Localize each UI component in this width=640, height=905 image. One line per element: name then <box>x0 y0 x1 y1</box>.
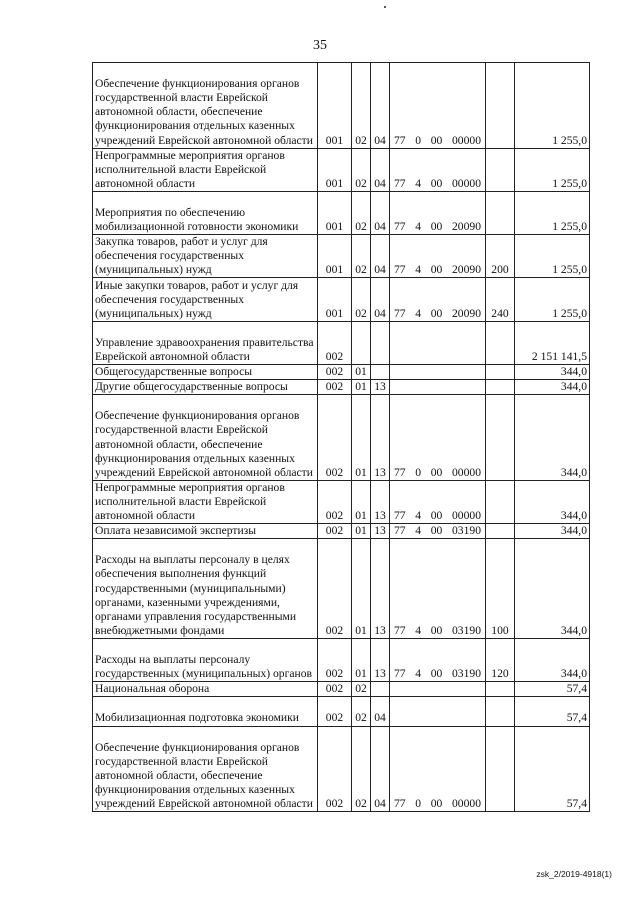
target-article-part: 4 <box>415 306 422 320</box>
target-article-part: 77 <box>394 465 406 479</box>
expense-type-code: 120 <box>486 638 515 681</box>
expense-type-code: 240 <box>486 278 515 321</box>
amount: 344,0 <box>515 395 590 481</box>
subsection-code: 13 <box>371 480 390 523</box>
row-name: Управление здравоохранения правительства Еврейской автономной области <box>93 321 318 364</box>
target-article-parts <box>392 220 483 234</box>
expense-type-code: 100 <box>486 539 515 639</box>
amount: 344,0 <box>515 638 590 681</box>
subsection-code: 04 <box>371 278 390 321</box>
section-code: 02 <box>352 63 371 149</box>
expense-type-code <box>486 480 515 523</box>
section-code: 02 <box>352 682 371 697</box>
expense-type-code <box>486 63 515 149</box>
section-code: 01 <box>352 380 371 395</box>
row-name: Закупка товаров, работ и услуг для обеспечения государственных (муниципальных) нужд <box>93 235 318 278</box>
expense-type-code <box>486 395 515 481</box>
table-row <box>93 524 590 539</box>
row-name: Иные закупки товаров, работ и услуг для обеспечения государственных (муниципальных) нужд <box>93 278 318 321</box>
target-article-part: 77 <box>394 263 406 277</box>
admin-code: 002 <box>318 638 352 681</box>
section-code: 01 <box>352 395 371 481</box>
target-article-part: 00 <box>430 220 443 234</box>
table-row <box>93 235 590 278</box>
target-article-part: 00 <box>430 465 443 479</box>
target-article-code <box>390 682 486 697</box>
expense-type-code <box>486 726 515 812</box>
table-row <box>93 278 590 321</box>
target-article-code <box>390 148 486 191</box>
table-body <box>93 63 590 812</box>
expense-type-code <box>486 524 515 539</box>
subsection-code: 13 <box>371 539 390 639</box>
target-article-part: 03190 <box>452 623 481 637</box>
target-article-part: 4 <box>415 623 422 637</box>
target-article-part: 4 <box>415 263 422 277</box>
target-article-part: 00000 <box>452 797 481 811</box>
row-name: Другие общегосударственные вопросы <box>93 380 318 395</box>
table-row <box>93 726 590 812</box>
target-article-parts <box>392 134 483 148</box>
document-code: zsk_2/2019-4918(1) <box>536 869 612 879</box>
subsection-code <box>371 682 390 697</box>
target-article-part: 00000 <box>452 465 481 479</box>
row-name: Оплата независимой экспертизы <box>93 524 318 539</box>
amount: 1 255,0 <box>515 148 590 191</box>
expense-type-code <box>486 365 515 380</box>
amount: 1 255,0 <box>515 191 590 234</box>
amount: 57,4 <box>515 697 590 726</box>
section-code: 01 <box>352 365 371 380</box>
target-article-part: 77 <box>394 176 406 190</box>
amount: 344,0 <box>515 380 590 395</box>
subsection-code: 13 <box>371 380 390 395</box>
subsection-code: 04 <box>371 148 390 191</box>
target-article-part: 77 <box>394 797 406 811</box>
target-article-code <box>390 191 486 234</box>
subsection-code: 04 <box>371 191 390 234</box>
target-article-parts <box>392 177 483 191</box>
target-article-part: 00 <box>430 797 443 811</box>
expense-type-code <box>486 191 515 234</box>
table-row <box>93 191 590 234</box>
admin-code: 001 <box>318 278 352 321</box>
admin-code: 002 <box>318 697 352 726</box>
target-article-part: 20090 <box>452 220 481 234</box>
subsection-code: 13 <box>371 524 390 539</box>
admin-code: 002 <box>318 321 352 364</box>
section-code: 02 <box>352 148 371 191</box>
table-row <box>93 365 590 380</box>
section-code: 01 <box>352 539 371 639</box>
expense-type-code <box>486 148 515 191</box>
admin-code: 002 <box>318 365 352 380</box>
table-row <box>93 395 590 481</box>
target-article-part: 00 <box>430 176 443 190</box>
target-article-part: 00 <box>430 667 443 681</box>
row-name: Обеспечение функционирования органов государственной власти Еврейской автономной области, обеспечение функционирования отдельных казенных учреждений Еврейской автономной области <box>93 395 318 481</box>
amount: 1 255,0 <box>515 235 590 278</box>
admin-code: 001 <box>318 235 352 278</box>
target-article-part: 00 <box>430 133 443 147</box>
row-name: Расходы на выплаты персоналу в целях обеспечения выполнения функций государственными (муниципальными) органами, казенными учреждениями, органами управления государственными внебюджетными фондами <box>93 539 318 639</box>
target-article-code <box>390 63 486 149</box>
table-row <box>93 480 590 523</box>
row-name: Обеспечение функционирования органов государственной власти Еврейской автономной области, обеспечение функционирования отдельных казенных учреждений Еврейской автономной области <box>93 63 318 149</box>
amount: 344,0 <box>515 524 590 539</box>
target-article-code <box>390 380 486 395</box>
admin-code: 001 <box>318 148 352 191</box>
target-article-part: 4 <box>415 509 422 523</box>
target-article-part: 77 <box>394 524 406 538</box>
section-code <box>352 321 371 364</box>
row-name: Общегосударственные вопросы <box>93 365 318 380</box>
admin-code: 001 <box>318 63 352 149</box>
target-article-code <box>390 524 486 539</box>
target-article-code <box>390 539 486 639</box>
section-code: 01 <box>352 480 371 523</box>
target-article-part: 00 <box>430 306 443 320</box>
admin-code: 002 <box>318 480 352 523</box>
target-article-code <box>390 278 486 321</box>
target-article-code <box>390 321 486 364</box>
target-article-code <box>390 365 486 380</box>
target-article-part: 77 <box>394 133 406 147</box>
row-name: Мобилизационная подготовка экономики <box>93 697 318 726</box>
target-article-parts <box>392 509 483 523</box>
row-name: Расходы на выплаты персоналу государственных (муниципальных) органов <box>93 638 318 681</box>
admin-code: 002 <box>318 395 352 481</box>
target-article-part: 77 <box>394 667 406 681</box>
target-article-part: 77 <box>394 306 406 320</box>
subsection-code: 13 <box>371 638 390 681</box>
amount: 57,4 <box>515 726 590 812</box>
target-article-code <box>390 235 486 278</box>
target-article-part: 00 <box>430 263 443 277</box>
section-code: 02 <box>352 278 371 321</box>
section-code: 01 <box>352 524 371 539</box>
target-article-part: 0 <box>415 133 422 147</box>
target-article-code <box>390 638 486 681</box>
admin-code: 002 <box>318 524 352 539</box>
scan-dot <box>384 6 386 8</box>
admin-code: 002 <box>318 682 352 697</box>
table-row <box>93 63 590 149</box>
table-row <box>93 539 590 639</box>
table-row <box>93 638 590 681</box>
table-row <box>93 380 590 395</box>
target-article-parts <box>392 263 483 277</box>
subsection-code: 04 <box>371 697 390 726</box>
row-name: Обеспечение функционирования органов государственной власти Еврейской автономной области, обеспечение функционирования отдельных казенных учреждений Еврейской автономной области <box>93 726 318 812</box>
target-article-part: 4 <box>415 524 422 538</box>
target-article-part: 77 <box>394 623 406 637</box>
row-name: Непрограммные мероприятия органов исполнительной власти Еврейской автономной области <box>93 480 318 523</box>
budget-table <box>92 62 590 812</box>
row-name: Мероприятия по обеспечению мобилизационной готовности экономики <box>93 191 318 234</box>
subsection-code: 04 <box>371 726 390 812</box>
table-row <box>93 321 590 364</box>
amount: 57,4 <box>515 682 590 697</box>
amount: 2 151 141,5 <box>515 321 590 364</box>
section-code: 02 <box>352 726 371 812</box>
subsection-code: 13 <box>371 395 390 481</box>
target-article-part: 00000 <box>452 176 481 190</box>
target-article-parts <box>392 466 483 480</box>
target-article-code <box>390 726 486 812</box>
target-article-part: 20090 <box>452 306 481 320</box>
target-article-part: 77 <box>394 220 406 234</box>
target-article-parts <box>392 307 483 321</box>
target-article-part: 20090 <box>452 263 481 277</box>
amount: 1 255,0 <box>515 63 590 149</box>
expense-type-code <box>486 682 515 697</box>
target-article-part: 4 <box>415 176 422 190</box>
table-row <box>93 697 590 726</box>
target-article-part: 00 <box>430 509 443 523</box>
section-code: 02 <box>352 235 371 278</box>
target-article-part: 00000 <box>452 133 481 147</box>
page-number: 35 <box>313 38 327 53</box>
amount: 344,0 <box>515 365 590 380</box>
amount: 344,0 <box>515 539 590 639</box>
section-code: 01 <box>352 638 371 681</box>
target-article-parts <box>392 524 483 538</box>
expense-type-code <box>486 380 515 395</box>
admin-code: 002 <box>318 539 352 639</box>
target-article-part: 03190 <box>452 667 481 681</box>
section-code: 02 <box>352 697 371 726</box>
row-name: Непрограммные мероприятия органов исполнительной власти Еврейской автономной области <box>93 148 318 191</box>
subsection-code: 04 <box>371 235 390 278</box>
target-article-part: 4 <box>415 667 422 681</box>
target-article-parts <box>392 624 483 638</box>
expense-type-code: 200 <box>486 235 515 278</box>
subsection-code <box>371 321 390 364</box>
row-name: Национальная оборона <box>93 682 318 697</box>
target-article-code <box>390 480 486 523</box>
target-article-part: 0 <box>415 465 422 479</box>
section-code: 02 <box>352 191 371 234</box>
target-article-code <box>390 697 486 726</box>
expense-type-code <box>486 321 515 364</box>
table-row <box>93 148 590 191</box>
target-article-parts <box>392 667 483 681</box>
table-row <box>93 682 590 697</box>
target-article-part: 4 <box>415 220 422 234</box>
admin-code: 001 <box>318 191 352 234</box>
target-article-code <box>390 395 486 481</box>
amount: 344,0 <box>515 480 590 523</box>
target-article-part: 03190 <box>452 524 481 538</box>
target-article-part: 77 <box>394 509 406 523</box>
target-article-part: 0 <box>415 797 422 811</box>
target-article-part: 00 <box>430 524 443 538</box>
admin-code: 002 <box>318 726 352 812</box>
subsection-code <box>371 365 390 380</box>
expense-type-code <box>486 697 515 726</box>
admin-code: 002 <box>318 380 352 395</box>
target-article-part: 00 <box>430 623 443 637</box>
subsection-code: 04 <box>371 63 390 149</box>
target-article-part: 00000 <box>452 509 481 523</box>
amount: 1 255,0 <box>515 278 590 321</box>
target-article-parts <box>392 797 483 811</box>
